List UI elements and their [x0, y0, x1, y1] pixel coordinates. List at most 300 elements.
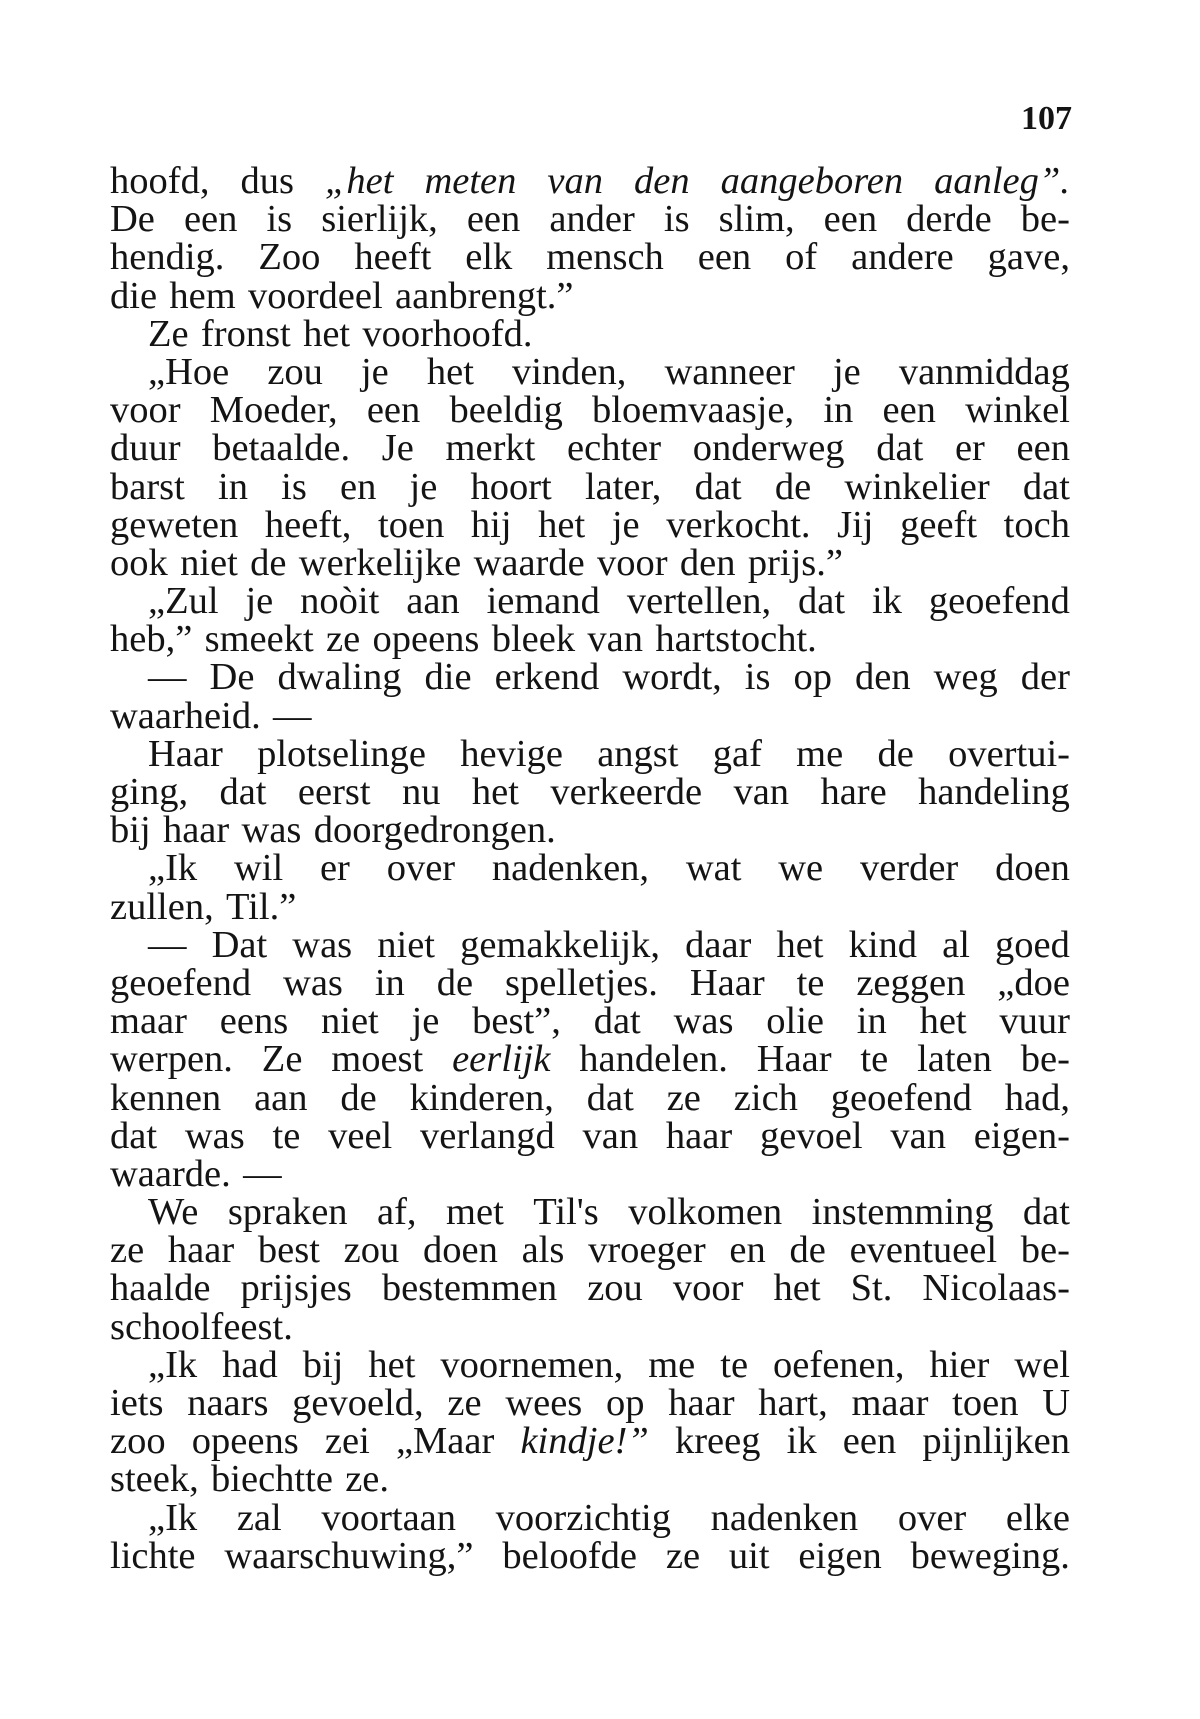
text-line — [110, 274, 1070, 317]
text-line — [110, 541, 1070, 584]
word: oefenen, — [773, 1343, 905, 1386]
word: de — [340, 1076, 377, 1119]
word: dus — [240, 160, 294, 202]
word: volkomen — [628, 1191, 783, 1234]
word: onderweg — [692, 427, 845, 470]
word: aanbrengt.” — [394, 274, 574, 317]
word: de — [789, 1229, 826, 1272]
word: maar — [110, 1000, 187, 1043]
text-line — [110, 1000, 1070, 1043]
word: „Maar — [395, 1420, 495, 1463]
word: er — [319, 847, 350, 890]
word: eigen — [798, 1534, 882, 1577]
word: overtui- — [948, 732, 1070, 775]
text-line — [110, 1038, 1070, 1081]
word: hij — [470, 503, 512, 546]
word: vinden, — [511, 350, 627, 393]
word: dat — [876, 427, 924, 470]
word: de — [436, 961, 474, 1004]
word: een — [882, 389, 936, 432]
word: hoofd, — [110, 160, 210, 202]
word: waarschuwing,” — [224, 1534, 474, 1577]
word: bij — [110, 809, 151, 852]
word: gaf — [712, 732, 762, 775]
word: niet — [321, 1000, 379, 1043]
word: hevige — [460, 732, 563, 775]
word: eigen- — [973, 1114, 1070, 1157]
word: eerlijk — [452, 1038, 551, 1081]
word: geeft — [900, 503, 978, 546]
word: erkend — [494, 656, 600, 699]
word: derde — [906, 198, 992, 241]
word: lichte — [110, 1534, 196, 1577]
word: wel — [1014, 1343, 1070, 1386]
word: wordt, — [622, 656, 722, 699]
word: met — [446, 1191, 504, 1234]
text-line — [110, 732, 1070, 775]
word: hendig. — [110, 236, 225, 279]
word: daar — [685, 923, 752, 966]
word: haalde — [110, 1267, 211, 1310]
word: elke — [1005, 1496, 1070, 1539]
word: die — [424, 656, 472, 699]
word: „Ik — [148, 847, 198, 890]
word: beloofde — [502, 1534, 638, 1577]
word: Haar — [689, 961, 765, 1004]
word: in — [218, 465, 248, 508]
word: je — [611, 503, 640, 546]
word: gemakkelijk, — [460, 923, 661, 966]
word: het — [426, 350, 474, 393]
word: nu — [401, 771, 441, 813]
word: een — [466, 198, 521, 241]
word: den — [634, 160, 690, 202]
word: in — [856, 1000, 887, 1043]
word: nadenken — [710, 1496, 859, 1539]
word: zoo — [110, 1420, 166, 1463]
word: hare — [820, 771, 887, 813]
text-line — [110, 885, 1070, 928]
word: „doe — [997, 961, 1070, 1004]
word: kind — [848, 923, 918, 966]
word: aan — [254, 1076, 308, 1119]
word: beweging. — [910, 1534, 1070, 1577]
word: het — [773, 1267, 821, 1310]
word: kinderen, — [409, 1076, 554, 1119]
word: den — [679, 541, 736, 584]
word: een — [697, 236, 752, 279]
word: Je — [381, 427, 414, 470]
word: zich — [733, 1076, 798, 1119]
word: niet — [377, 923, 435, 966]
word: het — [471, 771, 519, 813]
word: je — [360, 350, 389, 393]
word: af, — [377, 1191, 417, 1234]
word: van — [733, 771, 790, 813]
word: de — [250, 541, 287, 584]
word: ook — [110, 541, 168, 584]
word: moest — [331, 1038, 424, 1081]
word: best — [257, 1229, 320, 1272]
word: voordeel — [247, 274, 383, 317]
word: steek, — [110, 1458, 199, 1501]
word: Nicolaas- — [922, 1267, 1070, 1310]
word: voorzichtig — [495, 1496, 672, 1539]
word: van — [547, 160, 603, 202]
word: be- — [1020, 1229, 1070, 1272]
word: Jij — [837, 503, 874, 546]
word: bleek — [491, 618, 576, 661]
word: dat — [219, 771, 267, 813]
word: slim, — [718, 198, 795, 241]
word: — — [273, 694, 312, 737]
word: iemand — [486, 580, 600, 623]
word: was — [673, 1000, 734, 1043]
word: te — [796, 961, 825, 1004]
word: je — [409, 465, 438, 508]
word: niet — [180, 541, 238, 584]
word: weg — [933, 656, 998, 699]
word: kreeg — [674, 1420, 761, 1463]
text-line — [110, 198, 1070, 241]
word: op — [793, 656, 832, 699]
word: een — [842, 1420, 897, 1463]
word: fronst — [200, 312, 291, 355]
text-line — [110, 694, 1070, 737]
word: gevoel — [759, 1114, 863, 1157]
word: den — [855, 656, 911, 699]
word: ze. — [345, 1458, 390, 1501]
word: echter — [567, 427, 662, 470]
text-line — [110, 1229, 1070, 1272]
word: Ze — [148, 312, 189, 355]
word: De — [110, 198, 155, 241]
word: aanleg”. — [934, 160, 1070, 202]
word: schoolfeest. — [110, 1305, 293, 1348]
word: doorgedrongen. — [313, 809, 556, 852]
text-line — [110, 1267, 1070, 1310]
text-line — [110, 618, 1070, 661]
word: er — [954, 427, 985, 470]
word: verkeerde — [550, 771, 703, 813]
word: haar — [162, 809, 230, 852]
word: en — [340, 465, 377, 508]
word: de — [877, 732, 914, 775]
word: wat — [685, 847, 742, 890]
word: toen — [378, 503, 445, 546]
text-line — [110, 961, 1070, 1004]
word: was — [292, 923, 353, 966]
word: waarde — [473, 541, 585, 584]
word: had — [222, 1343, 278, 1386]
word: voornemen, — [440, 1343, 624, 1386]
text-line — [110, 923, 1070, 966]
word: beeldig — [449, 389, 563, 432]
text-line — [110, 1534, 1070, 1577]
word: als — [521, 1229, 565, 1272]
word: We — [148, 1191, 199, 1234]
word: Zoo — [258, 236, 321, 279]
word: me — [648, 1343, 696, 1386]
word: een — [823, 198, 878, 241]
word: verlangd — [420, 1114, 555, 1157]
text-line — [110, 312, 1070, 355]
word: eventueel — [849, 1229, 998, 1272]
word: be- — [1020, 1038, 1070, 1081]
text-line — [110, 1076, 1070, 1119]
word: werpen. — [110, 1038, 233, 1081]
word: winkel — [965, 389, 1070, 432]
word: heeft, — [264, 503, 352, 546]
word: had, — [1004, 1076, 1070, 1119]
word: geoefend — [110, 961, 252, 1004]
text-line — [110, 1305, 1070, 1348]
word: gevoeld, — [292, 1382, 424, 1424]
word: ander — [549, 198, 635, 241]
word: verder — [859, 847, 959, 890]
word: winkelier — [844, 465, 990, 508]
word: voorhoofd. — [362, 312, 533, 355]
word: van — [587, 618, 644, 661]
word: zullen, — [110, 885, 214, 928]
word: meten — [424, 160, 517, 202]
word: ze — [447, 1382, 482, 1424]
word: haar — [167, 1229, 235, 1272]
word: zei — [324, 1420, 370, 1463]
word: voor — [672, 1267, 744, 1310]
word: nadenken, — [491, 847, 650, 890]
word: van — [890, 1114, 946, 1157]
word: is — [744, 656, 771, 699]
word: ging, — [110, 771, 189, 813]
word: te — [272, 1114, 301, 1157]
word: heb,” — [110, 618, 193, 661]
word: veel — [328, 1114, 393, 1157]
word: een — [1016, 427, 1070, 470]
word: angst — [597, 732, 679, 775]
page-number: 107 — [1021, 100, 1072, 137]
text-line — [110, 465, 1070, 508]
word: biechtte — [211, 1458, 333, 1501]
word: instemming — [811, 1191, 994, 1234]
word: ik — [871, 580, 902, 623]
word: in — [823, 389, 854, 432]
word: geweten — [110, 503, 239, 546]
text-line — [110, 809, 1070, 852]
word: het — [303, 312, 351, 355]
word: op — [606, 1382, 645, 1424]
word: geoefend — [830, 1076, 972, 1119]
word: is — [266, 198, 293, 241]
word: laten — [917, 1038, 992, 1081]
word: dat — [798, 580, 846, 623]
text-line — [110, 1191, 1070, 1234]
word: te — [860, 1038, 889, 1081]
word: ze — [326, 618, 361, 661]
text-line — [110, 1114, 1070, 1157]
word: doen — [995, 847, 1070, 890]
word: een — [366, 389, 421, 432]
word: kindje!” — [520, 1420, 649, 1463]
word: later, — [584, 465, 662, 508]
word: een — [183, 198, 238, 241]
word: hoort — [470, 465, 552, 508]
word: te — [720, 1343, 749, 1386]
word: haar — [665, 1114, 733, 1157]
word: iets — [110, 1382, 164, 1424]
word: prijsjes — [240, 1267, 352, 1310]
text-line — [110, 1152, 1070, 1195]
word: Til's — [533, 1191, 599, 1234]
word: geoefend — [928, 580, 1070, 623]
word: dat — [694, 465, 742, 508]
text-line — [110, 162, 1070, 200]
word: dat — [586, 1076, 634, 1119]
word: Til.” — [226, 885, 297, 928]
word: wees — [505, 1382, 583, 1424]
word: pijnlijken — [922, 1420, 1070, 1463]
word: elk — [465, 236, 513, 279]
word: handelen. — [579, 1038, 728, 1081]
word: opeens — [372, 618, 480, 661]
word: hart, — [758, 1382, 828, 1424]
word: waarheid. — [110, 694, 261, 737]
word: vanmiddag — [898, 350, 1070, 393]
word: ze — [110, 1229, 145, 1272]
word: naars — [187, 1382, 269, 1424]
word: noòit — [300, 580, 380, 623]
word: best”, — [472, 1000, 561, 1043]
text-line — [110, 236, 1070, 279]
text-line — [110, 1496, 1070, 1539]
word: ze — [665, 1534, 701, 1577]
word: — — [148, 656, 187, 699]
word: voortaan — [321, 1496, 457, 1539]
word: „Hoe — [148, 350, 230, 393]
word: dat — [110, 1114, 158, 1157]
word: der — [1020, 656, 1070, 699]
word: werkelijke — [298, 541, 462, 584]
word: hier — [929, 1343, 990, 1386]
word: aangeboren — [720, 160, 904, 202]
word: dwaling — [277, 656, 402, 699]
word: je — [245, 580, 274, 623]
word: over — [386, 847, 456, 890]
word: — — [243, 1152, 282, 1195]
word: dat — [593, 1000, 641, 1043]
word: in — [374, 961, 405, 1004]
word: handeling — [918, 771, 1070, 813]
word: barst — [110, 465, 185, 508]
word: plotselinge — [257, 732, 427, 775]
word: aan — [406, 580, 460, 623]
word: — — [148, 923, 187, 966]
word: wil — [233, 847, 284, 890]
word: gave, — [987, 236, 1070, 279]
word: toch — [1003, 503, 1070, 546]
word: be- — [1020, 198, 1070, 241]
word: voor — [110, 389, 181, 432]
word: dat — [1022, 465, 1070, 508]
word: wanneer — [664, 350, 795, 393]
word: het — [538, 503, 586, 546]
word: over — [897, 1496, 967, 1539]
word: je — [411, 1000, 440, 1043]
word: bij — [302, 1343, 344, 1386]
word: verkocht. — [666, 503, 811, 546]
word: was — [184, 1114, 245, 1157]
word: maar — [851, 1382, 929, 1424]
word: ik — [786, 1420, 817, 1463]
word: was — [283, 961, 343, 1004]
word: zeggen — [856, 961, 966, 1004]
word: doen — [423, 1229, 498, 1272]
word: die — [110, 274, 158, 317]
word: het — [776, 923, 824, 966]
word: al — [942, 923, 970, 966]
word: en — [729, 1229, 766, 1272]
text-line — [110, 427, 1070, 470]
word: eens — [219, 1000, 289, 1043]
word: we — [778, 847, 824, 890]
word: Ze — [261, 1038, 303, 1081]
word: St. — [850, 1267, 893, 1310]
word: is — [281, 465, 307, 508]
word: goed — [995, 923, 1070, 966]
word: smeekt — [204, 618, 314, 661]
text-line — [110, 503, 1070, 546]
word: vroeger — [588, 1229, 706, 1272]
word: heeft — [354, 236, 432, 279]
word: Haar — [148, 732, 223, 775]
word: zal — [236, 1496, 282, 1539]
word: sierlijk, — [321, 198, 438, 241]
word: vertellen, — [626, 580, 772, 623]
word: of — [785, 236, 818, 279]
word: mensch — [546, 236, 664, 279]
word: kennen — [110, 1076, 222, 1119]
text-line — [110, 389, 1070, 432]
word: Dat — [211, 923, 268, 966]
word: waarde. — [110, 1152, 231, 1195]
word: het — [368, 1343, 416, 1386]
word: De — [209, 656, 255, 699]
word: andere — [851, 236, 954, 279]
word: je — [832, 350, 861, 393]
word: prijs.” — [747, 541, 843, 584]
body-text — [110, 162, 1070, 1575]
text-line — [110, 773, 1070, 811]
word: spraken — [227, 1191, 348, 1234]
word: hartstocht. — [655, 618, 817, 661]
word: dat — [1022, 1191, 1070, 1234]
word: zou — [343, 1229, 400, 1272]
word: betaalde. — [212, 427, 351, 470]
word: Moeder, — [209, 389, 338, 432]
word: hem — [169, 274, 236, 317]
text-line — [110, 1458, 1070, 1501]
text-line — [110, 847, 1070, 890]
word: „Zul — [148, 580, 219, 623]
word: voor — [597, 541, 668, 584]
text-line — [110, 656, 1070, 699]
word: was — [241, 809, 302, 852]
word: bloemvaasje, — [592, 389, 795, 432]
word: „Ik — [148, 1496, 198, 1539]
text-line — [110, 350, 1070, 393]
word: toen — [952, 1382, 1019, 1424]
word: eerst — [297, 771, 371, 813]
